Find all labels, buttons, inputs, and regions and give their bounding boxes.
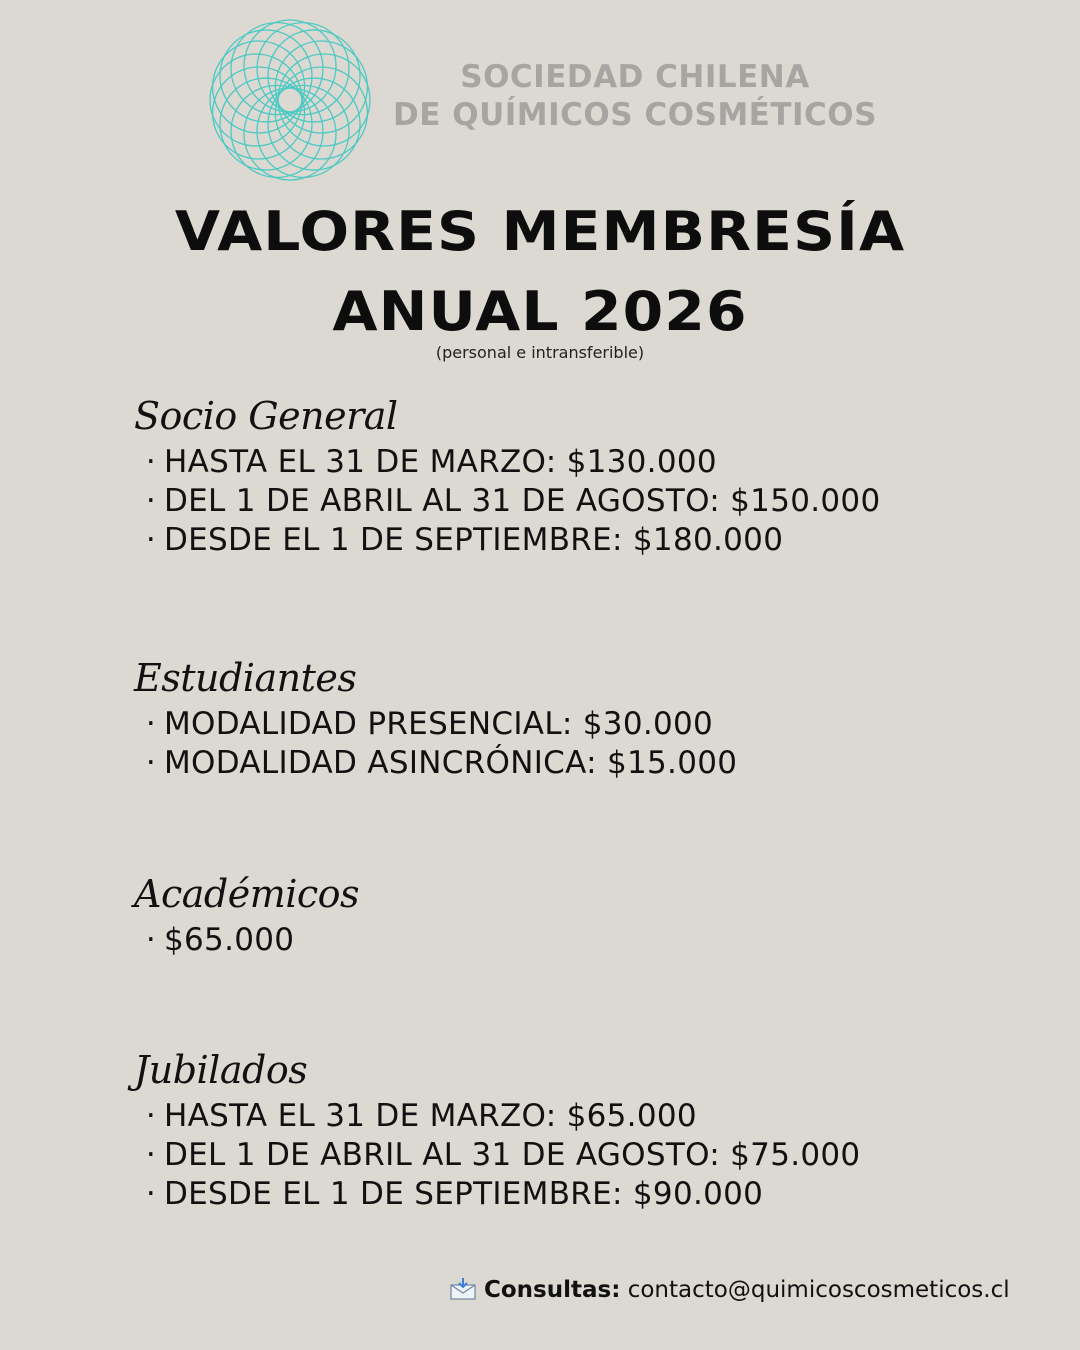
page-title-line1: VALORES MEMBRESÍA (174, 200, 906, 263)
bullet-dot: · (145, 483, 157, 519)
contact-line (450, 1275, 1010, 1305)
logo-rosette-svg (205, 15, 375, 185)
section-heading: Jubilados (134, 1048, 308, 1092)
section-estudiantes (130, 655, 737, 783)
list-item (130, 921, 359, 960)
list-item (130, 1136, 860, 1175)
list-item-text: HASTA EL 31 DE MARZO: $65.000 (164, 1098, 697, 1134)
bullet-dot: · (145, 444, 157, 480)
logo-petal-ring (278, 54, 370, 146)
bullet-dot: · (145, 922, 157, 958)
organization-name (385, 58, 885, 134)
section-heading: Socio General (134, 394, 398, 438)
logo-center-ring (278, 88, 302, 112)
logo-petal-ring (244, 88, 336, 180)
list-item (130, 1097, 860, 1136)
section-heading: Académicos (134, 872, 360, 916)
list-item (130, 521, 880, 560)
list-item-text: DEL 1 DE ABRIL AL 31 DE AGOSTO: $150.000 (164, 483, 881, 519)
bullet-dot: · (145, 1098, 157, 1134)
section-socio-general (130, 393, 880, 560)
logo-petal-ring (210, 54, 302, 146)
bullet-dot: · (145, 706, 157, 742)
list-item-text: MODALIDAD PRESENCIAL: $30.000 (164, 706, 714, 742)
list-item (130, 744, 737, 783)
page-title-line2: ANUAL 2026 (332, 280, 748, 343)
list-item (130, 443, 880, 482)
section-academicos (130, 871, 359, 960)
list-item-text: HASTA EL 31 DE MARZO: $130.000 (164, 444, 717, 480)
list-item-text: $65.000 (164, 922, 295, 958)
bullet-dot: · (145, 522, 157, 558)
bullet-dot: · (145, 1137, 157, 1173)
list-item (130, 705, 737, 744)
page-subtitle: (personal e intransferible) (435, 343, 645, 362)
section-heading: Estudiantes (134, 656, 357, 700)
page-title (0, 192, 1080, 352)
bullet-dot: · (145, 745, 157, 781)
list-item-text: DESDE EL 1 DE SEPTIEMBRE: $180.000 (164, 522, 784, 558)
bullet-dot: · (145, 1176, 157, 1212)
envelope-download-icon (450, 1278, 476, 1300)
logo-petal-ring (244, 20, 336, 112)
organization-name-line1: SOCIEDAD CHILENA (460, 59, 810, 95)
list-item (130, 482, 880, 521)
organization-name-line2: DE QUÍMICOS COSMÉTICOS (393, 97, 877, 133)
contact-email-link[interactable]: contacto@quimicoscosmeticos.cl (627, 1277, 1010, 1303)
list-item (130, 1175, 860, 1214)
list-item-text: MODALIDAD ASINCRÓNICA: $15.000 (164, 745, 738, 781)
contact-label: Consultas: (484, 1277, 621, 1303)
section-jubilados (130, 1047, 860, 1214)
list-item-text: DESDE EL 1 DE SEPTIEMBRE: $90.000 (164, 1176, 764, 1212)
logo-rosette-icon (205, 15, 375, 185)
list-item-text: DEL 1 DE ABRIL AL 31 DE AGOSTO: $75.000 (164, 1137, 861, 1173)
